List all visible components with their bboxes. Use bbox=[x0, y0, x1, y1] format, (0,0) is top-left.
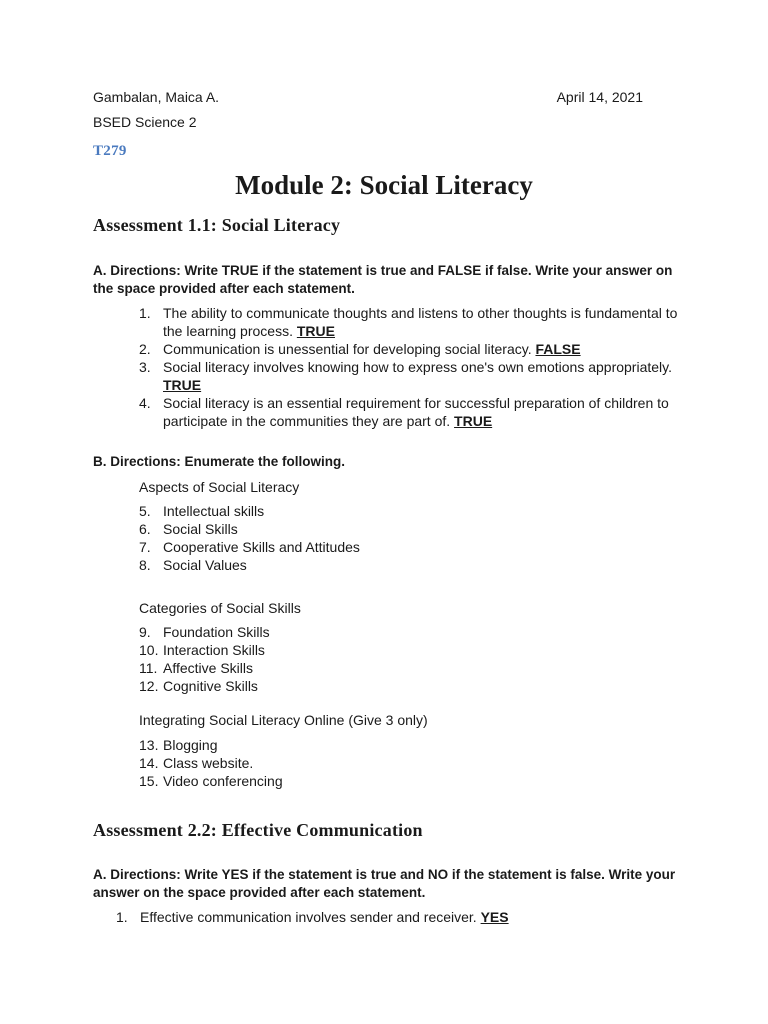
assessment-2-heading: Assessment 2.2: Effective Communication bbox=[93, 820, 423, 840]
list-item: 5. Intellectual skills bbox=[139, 503, 265, 519]
statement-text: The ability to communicate thoughts and listens to other thoughts is fundamental to the learning process. bbox=[163, 305, 678, 339]
list-item: 2. Communication is unessential for developing social literacy. FALSE bbox=[139, 341, 581, 357]
online-list bbox=[139, 736, 539, 790]
group-label-aspects: Aspects of Social Literacy bbox=[139, 479, 300, 495]
statement-text: Effective communication involves sender and receiver. bbox=[140, 909, 477, 925]
list-item: 10. Interaction Skills bbox=[139, 642, 265, 658]
list-item: 3. Social literacy involves knowing how to express one's own emotions appropriately. TRUE bbox=[139, 359, 673, 393]
list-item: 9. Foundation Skills bbox=[139, 624, 270, 640]
class-code: T279 bbox=[93, 143, 127, 159]
statement-text: Social literacy is an essential requirement for successful preparation of children to participate in the communities they are part of. bbox=[163, 395, 669, 429]
assessment-1-part-b-directions: B. Directions: Enumerate the following. bbox=[93, 454, 346, 469]
answer: TRUE bbox=[454, 413, 493, 429]
categories-list bbox=[139, 623, 539, 695]
header-line bbox=[93, 88, 653, 106]
assessment-1-part-a-list bbox=[139, 304, 679, 430]
assessment-1-part-a-directions: A. Directions: Write TRUE if the statement is true and FALSE if false. Write your answer on the space provided after each statement. bbox=[93, 263, 673, 296]
answer: YES bbox=[480, 909, 509, 925]
list-item: 13. Blogging bbox=[139, 737, 218, 753]
list-item: 12. Cognitive Skills bbox=[139, 678, 258, 694]
list-item: 14. Class website. bbox=[139, 755, 254, 771]
aspects-list bbox=[139, 502, 539, 574]
answer: TRUE bbox=[296, 323, 335, 339]
group-label-online: Integrating Social Literacy Online (Give 3 only) bbox=[139, 712, 428, 728]
assessment-1-heading: Assessment 1.1: Social Literacy bbox=[93, 215, 341, 235]
student-name: Gambalan, Maica A. bbox=[93, 89, 220, 105]
answer: FALSE bbox=[535, 341, 581, 357]
list-item: 1. The ability to communicate thoughts and listens to other thoughts is fundamental to the learning process. TRUE bbox=[139, 305, 678, 339]
list-item: 7. Cooperative Skills and Attitudes bbox=[139, 539, 360, 555]
list-item: 15. Video conferencing bbox=[139, 773, 283, 789]
answer: TRUE bbox=[163, 377, 202, 393]
list-item: 4. Social literacy is an essential requirement for successful preparation of children to participate in the communities they are part of. TRUE bbox=[139, 395, 669, 429]
course-label: BSED Science 2 bbox=[93, 114, 197, 130]
page-title: Module 2: Social Literacy bbox=[235, 170, 533, 200]
list-item: 8. Social Values bbox=[139, 557, 247, 573]
list-item: 1. Effective communication involves sender and receiver. YES bbox=[116, 909, 509, 925]
submission-date: April 14, 2021 bbox=[556, 89, 643, 105]
statement-text: Social literacy involves knowing how to express one's own emotions appropriately. bbox=[163, 359, 673, 375]
assessment-2-part-a-list bbox=[116, 908, 676, 926]
statement-text: Communication is unessential for developing social literacy. bbox=[163, 341, 532, 357]
group-label-categories: Categories of Social Skills bbox=[139, 600, 301, 616]
list-item: 6. Social Skills bbox=[139, 521, 238, 537]
list-item: 11. Affective Skills bbox=[139, 660, 253, 676]
assessment-2-part-a-directions: A. Directions: Write YES if the statement is true and NO if the statement is false. Write your answer on the space provided after each statement. bbox=[93, 867, 676, 900]
